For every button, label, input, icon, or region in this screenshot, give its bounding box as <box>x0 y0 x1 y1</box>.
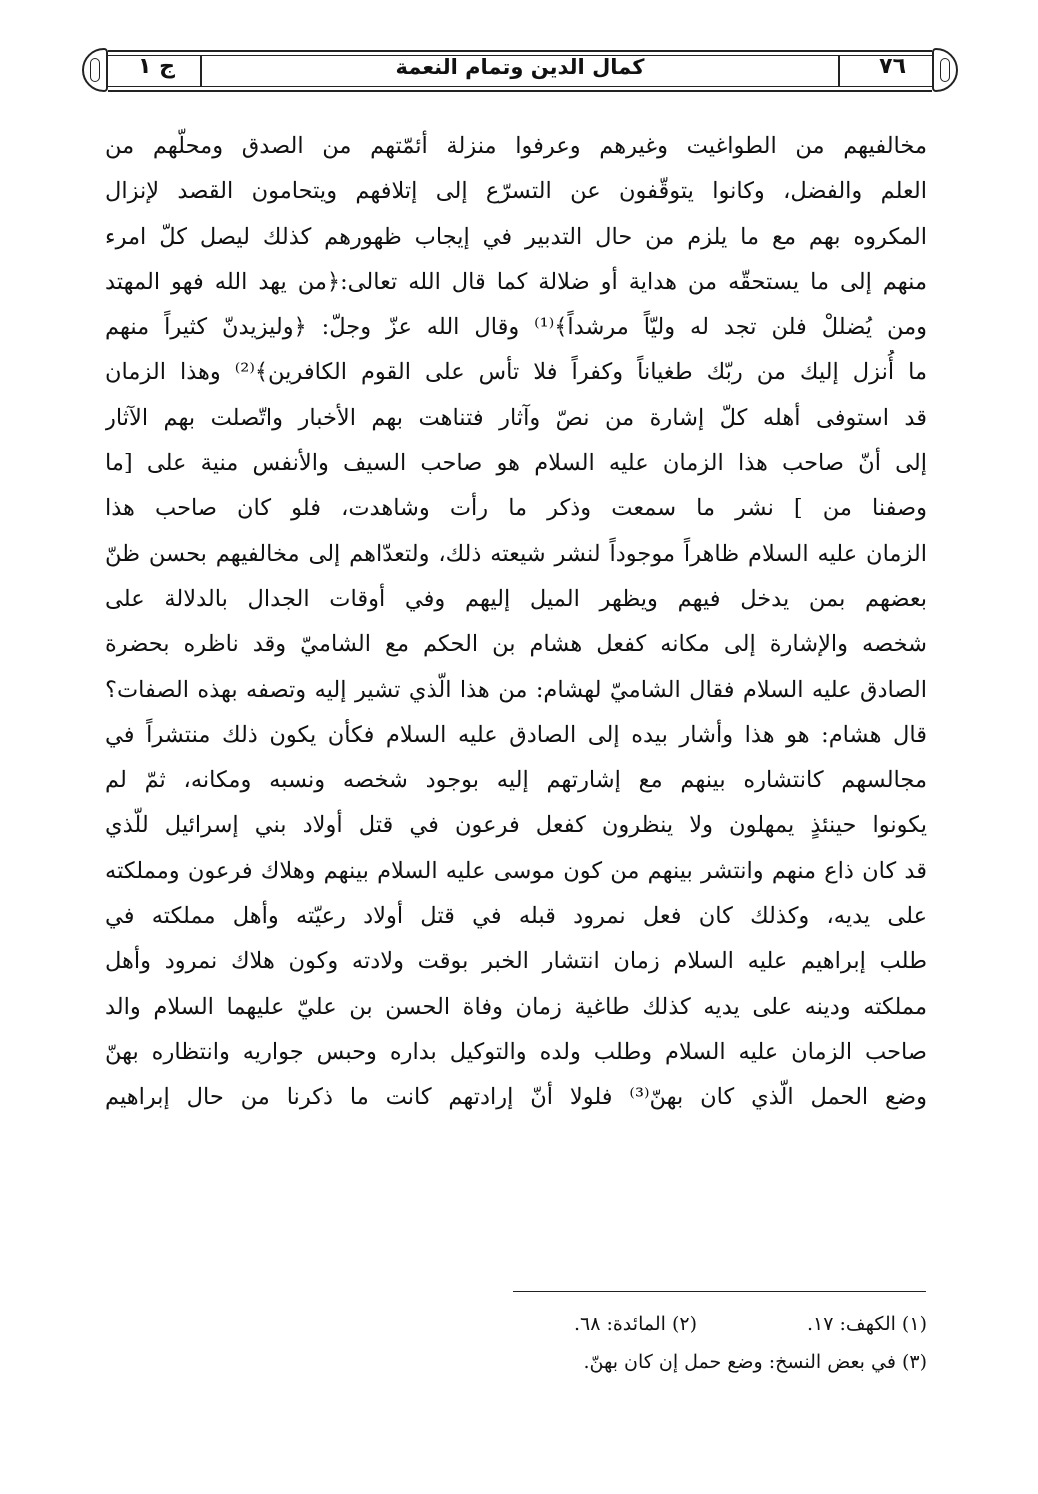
text-line: بعضهم بمن يدخل فيهم ويظهر الميل إليهم وفي أوقات الجدال بالدلالة على <box>105 585 927 612</box>
footnote-1: (١) الكهف: ١٧. <box>807 1313 927 1335</box>
text-line: مخالفيهم من الطواغيت وغيرهم وعرفوا منزلة أئمّتهم من الصدق ومحلّهم من <box>105 133 927 159</box>
running-header <box>80 42 960 100</box>
text-line: صاحب الزمان عليه السلام وطلب ولده والتوكيل بداره وحبس جواريه وانتظاره بهنّ <box>105 1038 927 1065</box>
text-line: طلب إبراهيم عليه السلام زمان انتشار الخبر بوقت ولادته وكون هلاك نمرود وأهل <box>105 948 927 975</box>
text-line: وصفنا من ] نشر ما سمعت وذكر ما رأت وشاهدت، فلو كان صاحب هذا <box>105 495 927 522</box>
text-line: على يديه، وكذلك كان فعل نمرود قبله في قتل أولاد رعيّته وأهل مملكته في <box>105 903 927 930</box>
text-line: يكونوا حينئذٍ يمهلون ولا ينظرون كفعل فرعون في قتل أولاد بني إسرائيل للّذي <box>105 812 927 839</box>
text-line: شخصه والإشارة إلى مكانه كفعل هشام بن الحكم مع الشاميّ وقد ناظره بحضرة <box>105 631 927 658</box>
text-line: الصادق عليه السلام فقال الشاميّ لهشام: من هذا الّذي تشير إليه وتصفه بهذه الصفات؟ <box>105 676 927 703</box>
footnote-2: (٢) المائدة: ٦٨. <box>573 1313 697 1335</box>
text-line: ما أُنزل إليك من ربّك طغياناً وكفراً فلا تأس على القوم الكافرين﴾⁽²⁾ وهذا الزمان <box>105 359 927 386</box>
text-line: ومن يُضللْ فلن تجد له وليّاً مرشداً﴾⁽¹⁾ وقال الله عزّ وجلّ: ﴿وليزيدنّ كثيراً منهم <box>105 314 927 341</box>
footnote-separator <box>513 1291 926 1292</box>
text-line: قد استوفى أهله كلّ إشارة من نصّ وآثار فتناهت بهم الأخبار واتّصلت بهم الآثار <box>105 404 927 431</box>
text-line: الزمان عليه السلام ظاهراً موجوداً لنشر شيعته ذلك، ولتعدّاهم إلى مخالفيهم بحسن ظنّ <box>105 540 927 567</box>
text-line: قد كان ذاع منهم وانتشر بينهم من كون موسى عليه السلام بينهم وهلاك فرعون ومملكته <box>105 857 927 884</box>
text-line: المكروه بهم مع ما يلزم من حال التدبير في إيجاب ظهورهم كذلك ليصل كلّ امرء <box>105 223 927 250</box>
footnotes <box>105 1305 927 1381</box>
text-line: مملكته ودينه على يديه كذلك طاغية زمان وفاة الحسن بن عليّ عليهما السلام والد <box>105 993 927 1020</box>
text-line: منهم إلى ما يستحقّه من هداية أو ضلالة كما قال الله تعالى:﴿من يهد الله فهو المهتد <box>105 268 927 295</box>
text-line: وضع الحمل الّذي كان بهنّ⁽³⁾ فلولا أنّ إرادتهم كانت ما ذكرنا من حال إبراهيم <box>105 1084 927 1111</box>
text-line: العلم والفضل، وكانوا يتوقّفون عن التسرّع إلى إتلافهم ويتحامون القصد لإنزال <box>105 178 927 205</box>
text-line: إلى أنّ صاحب هذا الزمان عليه السلام هو صاحب السيف والأنفس منية على [ما <box>105 450 927 477</box>
footnote-3: (٣) في بعض النسخ: وضع حمل إن كان بهنّ. <box>583 1351 927 1373</box>
book-title: كمال الدين وتمام النعمة <box>395 55 645 79</box>
text-line: مجالسهم كانتشاره بينهم مع إشارتهم إليه بوجود شخصه ونسبه ومكانه، ثمّ لم <box>105 767 927 794</box>
volume-label: ج ١ <box>138 54 175 79</box>
page-number: ٧٦ <box>879 54 906 79</box>
main-text <box>105 124 927 1121</box>
text-line: قال هشام: هو هذا وأشار بيده إلى الصادق عليه السلام فكأن يكون ذلك منتشراً في <box>105 721 927 748</box>
